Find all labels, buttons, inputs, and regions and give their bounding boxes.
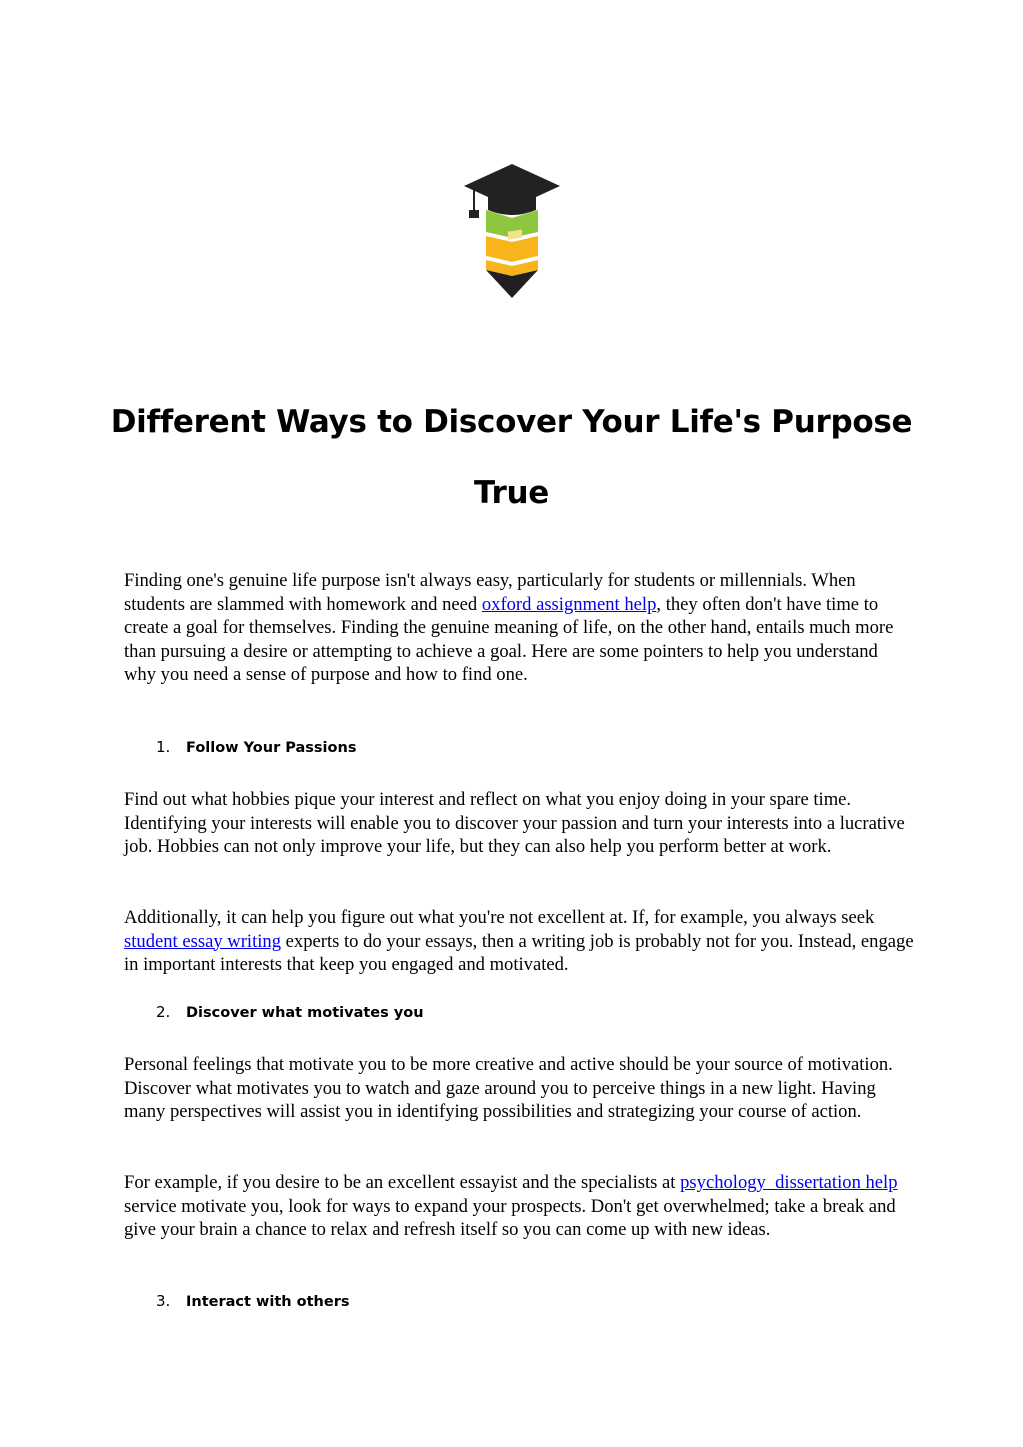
intro-text-before: Finding one's genuine life purpose isn't always easy, particularly for students or millennials. When students are slammed with homework and need — [124, 570, 856, 615]
section-2-paragraph-2 — [124, 1171, 914, 1242]
section-heading-text: Discover what motivates you — [186, 1005, 424, 1021]
logo — [434, 158, 588, 306]
page-title: Different Ways to Discover Your Life's Purpose — [110, 404, 913, 440]
paragraph-text-before: For example, if you desire to be an excellent essayist and the specialists at — [124, 1172, 681, 1193]
paragraph-text-after: service motivate you, look for ways to expand your prospects. Don't get overwhelmed; take a break and give your brain a chance to relax and refresh itself so you can come up with new ideas. — [124, 1195, 896, 1241]
section-heading-1 — [156, 738, 356, 756]
section-heading-text: Follow Your Passions — [186, 740, 357, 756]
intro-text-after: , they often don't have time to create a goal for themselves. Finding the genuine meaning of life, on the other hand, entails much more than pursuing a desire or attempting to achieve a goal. Here are some pointers to help you understand why you need a sense of purpose and how to find one. — [124, 593, 894, 686]
section-1-paragraph-2 — [124, 906, 914, 977]
section-1-paragraph-1: Find out what hobbies pique your interest and reflect on what you enjoy doing in your spare time. Identifying your interests will enable you to discover your passion and turn your interests into a lucrative job. Hobbies can not only improve your life, but they can also help you perform better at work. — [124, 789, 905, 858]
section-number: 3. — [156, 1292, 171, 1310]
section-heading-3 — [156, 1292, 350, 1310]
page-title-continued: True — [474, 475, 549, 511]
graduation-pencil-logo-icon — [434, 158, 588, 306]
paragraph-text-before: Additionally, it can help you figure out what you're not excellent at. If, for example, you always seek — [124, 907, 875, 928]
section-heading-2 — [156, 1003, 424, 1021]
oxford-assignment-help-link[interactable]: oxford assignment help — [481, 593, 657, 615]
section-heading-text: Interact with others — [186, 1294, 350, 1310]
student-essay-writing-link[interactable]: student essay writing — [124, 930, 281, 952]
paragraph-text-after: experts to do your essays, then a writing job is probably not for you. Instead, engage in important interests that keep you engaged and motivated. — [124, 930, 914, 976]
section-2-paragraph-1: Personal feelings that motivate you to be more creative and active should be your source of motivation. Discover what motivates you to watch and gaze around you to perceive things in a new light. Having many perspectives will assist you in identifying possibilities and strategizing your course of action. — [124, 1054, 893, 1123]
intro-paragraph — [124, 569, 914, 687]
section-number: 1. — [156, 738, 171, 756]
psychology-dissertation-help-link[interactable]: psychology dissertation help — [680, 1172, 898, 1193]
section-number: 2. — [156, 1003, 171, 1021]
